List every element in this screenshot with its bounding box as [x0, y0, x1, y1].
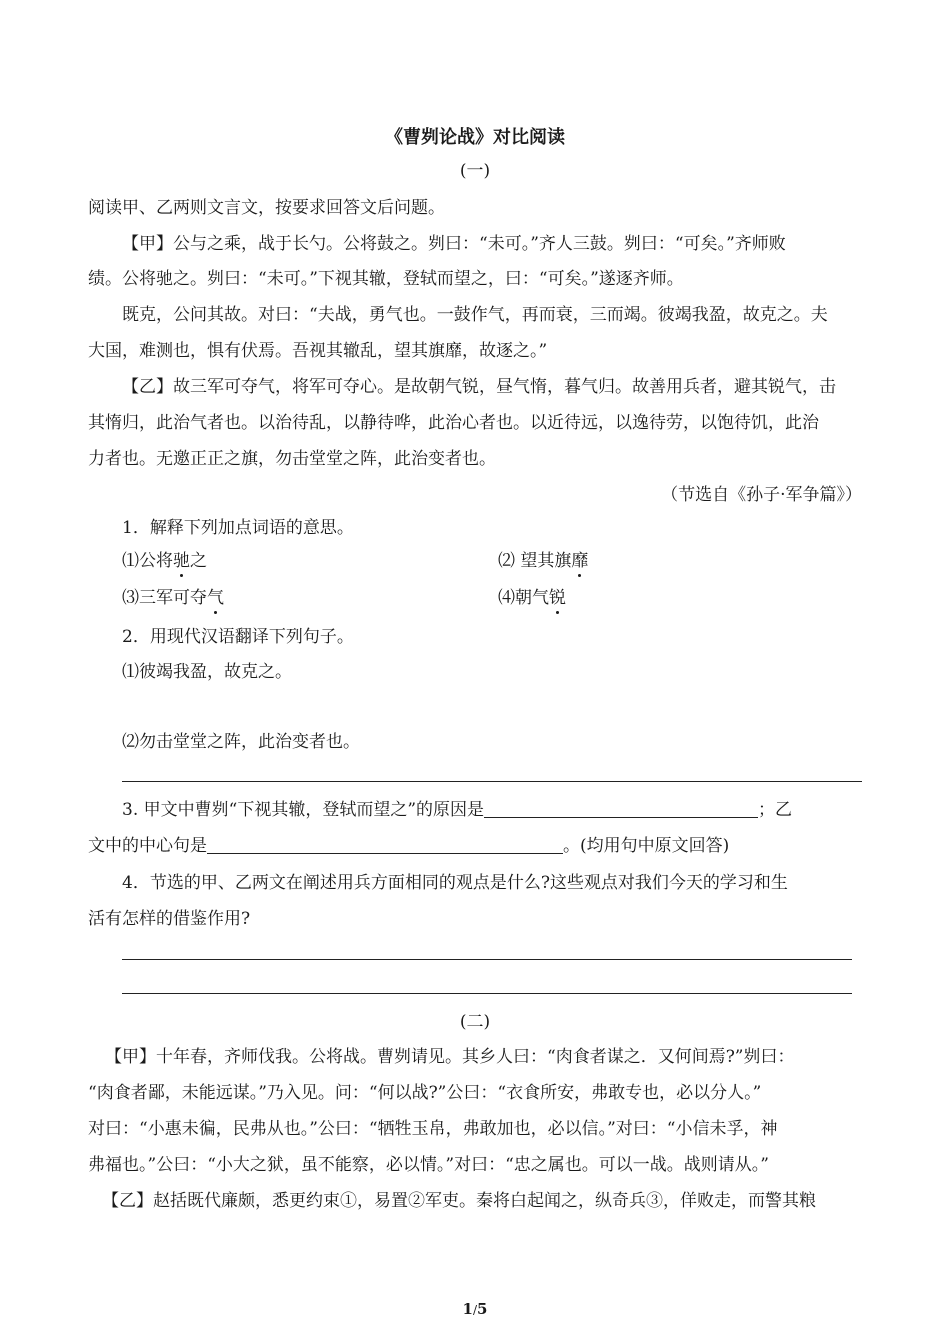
- question-3-line-1: 3. 甲文中曹刿“下视其辙，登轼而望之”的原因是 ；乙: [122, 800, 793, 820]
- instruction-text: 阅读甲、乙两则文言文，按要求回答文后问题。: [88, 198, 445, 218]
- part2-jia-line-1: 【甲】十年春，齐师伐我。公将战。曹刿请见。其乡人曰：“肉食者谋之．又何间焉?”刿曰：: [105, 1047, 795, 1067]
- answer-blank-central-sentence[interactable]: [207, 835, 563, 854]
- question-1-item-c: ⑶三军可夺气: [122, 588, 224, 608]
- part2-jia-line-2: “肉食者鄙，未能远谋。”乃入见。问：“何以战?”公曰：“衣食所安，弗敢专也，必以分人。”: [88, 1083, 762, 1103]
- answer-line-q4-2[interactable]: [122, 993, 852, 994]
- question-1-item-a: ⑴公将驰之: [122, 551, 207, 571]
- yi-line-1: 【乙】故三军可夺气，将军可夺心。是故朝气锐，昼气惰，暮气归。故善用兵者，避其锐气，击: [122, 377, 836, 397]
- jia-line-4: 大国，难测也，惧有伏焉。吾视其辙乱，望其旗靡，故逐之。”: [88, 341, 548, 361]
- jia-line-2: 绩。公将驰之。刿曰：“未可。”下视其辙，登轼而望之，曰：“可矣。”遂逐齐师。: [88, 269, 684, 289]
- yi-source: （节选自《孙子·军争篇》）: [661, 485, 862, 505]
- yi-line-2: 其惰归，此治气者也。以治待乱，以静待哗，此治心者也。以近待远，以逸待劳，以饱待饥，此治: [88, 413, 819, 433]
- part2-jia-line-3: 对曰：“小惠未徧，民弗从也。”公曰：“牺牲玉帛，弗敢加也，必以信。”对曰：“小信未孚，神: [88, 1119, 778, 1139]
- question-1-item-b: ⑵ 望其旗靡: [498, 551, 589, 571]
- question-1-item-d: ⑷朝气锐: [498, 588, 566, 608]
- question-2-item-b: ⑵勿击堂堂之阵，此治变者也。: [122, 732, 360, 752]
- question-1-stem: 1．解释下列加点词语的意思。: [122, 518, 354, 538]
- page-number: 1/5: [462, 1300, 488, 1318]
- part1-label: (一): [459, 161, 491, 181]
- question-2-stem: 2．用现代汉语翻译下列句子。: [122, 627, 354, 647]
- jia-line-1: 【甲】公与之乘，战于长勺。公将鼓之。刿曰：“未可。”齐人三鼓。刿曰：“可矣。”齐师败: [122, 234, 786, 254]
- question-2-item-a: ⑴彼竭我盈，故克之。: [122, 662, 292, 682]
- document-title: 《曹刿论战》对比阅读: [385, 127, 565, 148]
- part2-jia-line-4: 弗福也。”公曰：“小大之狱，虽不能察，必以情。”对曰：“忠之属也。可以一战。战则请从。”: [88, 1155, 769, 1175]
- answer-blank-reason[interactable]: [484, 799, 758, 818]
- part2-yi-line-1: 【乙】赵括既代廉颇，悉更约束①，易置②军吏。秦将白起闻之，纵奇兵③，佯败走，而警其粮: [102, 1191, 816, 1211]
- part2-label: (二): [459, 1012, 491, 1032]
- jia-line-3: 既克，公问其故。对曰：“夫战，勇气也。一鼓作气，再而衰，三而竭。彼竭我盈，故克之。夫: [122, 305, 828, 325]
- question-4-line-1: 4．节选的甲、乙两文在阐述用兵方面相同的观点是什么?这些观点对我们今天的学习和生: [122, 873, 788, 893]
- yi-line-3: 力者也。无邀正正之旗，勿击堂堂之阵，此治变者也。: [88, 449, 496, 469]
- answer-line-q4-1[interactable]: [122, 959, 852, 960]
- question-3-line-2: 文中的中心句是 。(均用句中原文回答): [88, 836, 730, 856]
- answer-line-q2[interactable]: [122, 781, 862, 782]
- question-4-line-2: 活有怎样的借鉴作用?: [88, 909, 251, 929]
